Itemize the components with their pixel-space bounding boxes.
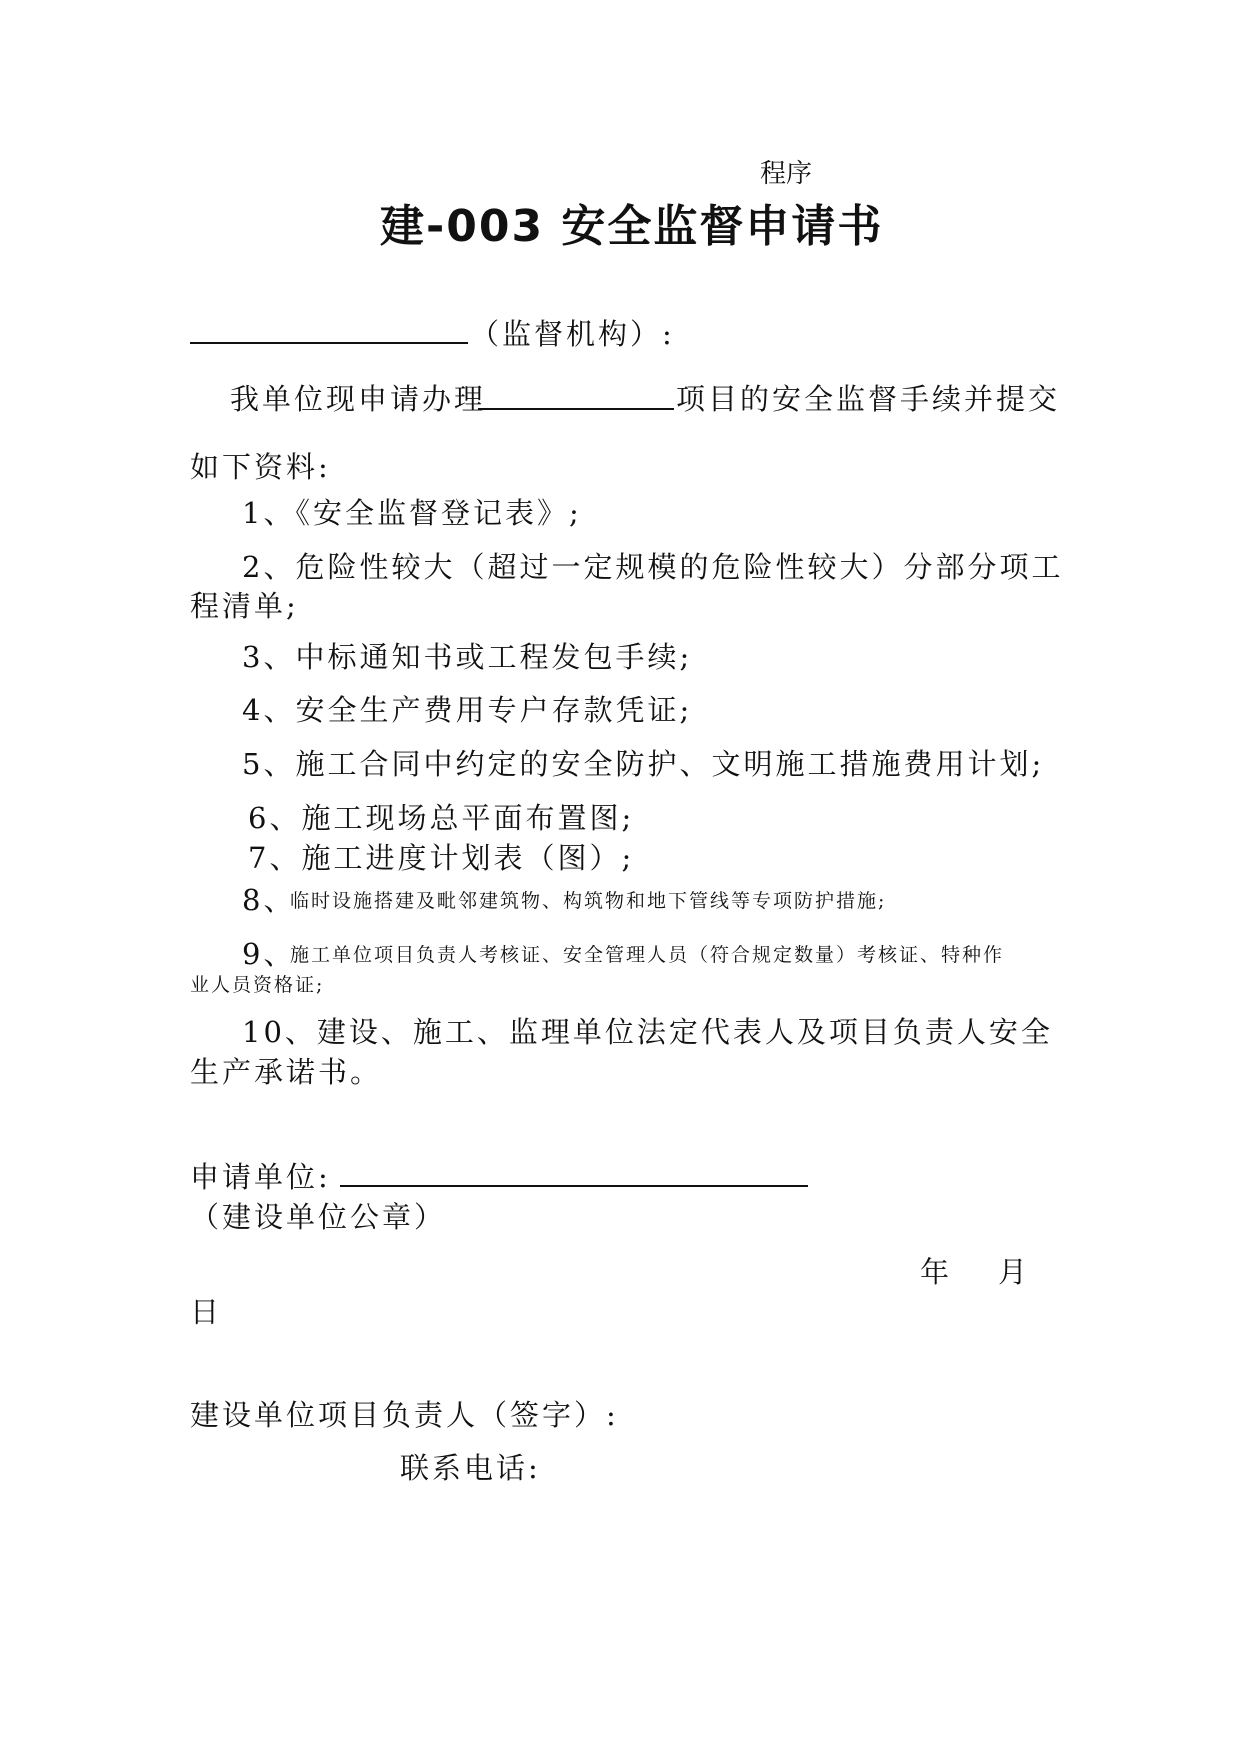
intro-line-2: 如下资料: — [190, 450, 331, 484]
supervision-agency-blank[interactable] — [190, 342, 468, 344]
month-label: 月 — [998, 1255, 1031, 1289]
day-label: 日 — [190, 1295, 223, 1329]
list-item: 临时设施搭建及毗邻建筑物、构筑物和地下管线等专项防护措施; — [290, 890, 887, 912]
applicant-blank[interactable] — [340, 1185, 808, 1187]
program-label: 程序 — [760, 159, 813, 189]
list-item: 5、施工合同中约定的安全防护、文明施工措施费用计划; — [242, 747, 1045, 781]
list-item: 1、《安全监督登记表》; — [242, 496, 582, 530]
project-name-blank[interactable] — [478, 408, 674, 410]
list-item: 6、施工现场总平面布置图; — [248, 801, 635, 835]
list-item-continued: 生产承诺书。 — [190, 1055, 383, 1089]
list-item-continued: 业人员资格证; — [190, 974, 325, 996]
intro-line-start: 我单位现申请办理 — [230, 382, 487, 416]
year-label: 年 — [920, 1255, 953, 1289]
list-item-number: 8、 — [242, 883, 296, 917]
list-item-continued: 程清单; — [190, 589, 299, 623]
list-item: 3、中标通知书或工程发包手续; — [242, 640, 693, 674]
list-item: 2、危险性较大（超过一定规模的危险性较大）分部分项工 — [242, 550, 1064, 584]
phone-label: 联系电话: — [400, 1451, 541, 1485]
seal-label: （建设单位公章） — [190, 1200, 447, 1234]
list-item: 施工单位项目负责人考核证、安全管理人员（符合规定数量）考核证、特种作 — [290, 944, 1005, 966]
list-item: 7、施工进度计划表（图）; — [248, 841, 635, 875]
manager-signature-label: 建设单位项目负责人（签字）: — [190, 1398, 619, 1432]
list-item-number: 9、 — [242, 937, 296, 971]
intro-line-end: 项目的安全监督手续并提交 — [676, 382, 1061, 416]
supervision-agency-label: （监督机构）: — [470, 317, 675, 351]
applicant-label: 申请单位: — [190, 1160, 331, 1194]
list-item: 4、安全生产费用专户存款凭证; — [242, 693, 693, 727]
page-title: 建-003 安全监督申请书 — [380, 201, 884, 252]
list-item: 10、建设、施工、监理单位法定代表人及项目负责人安全 — [242, 1015, 1053, 1049]
